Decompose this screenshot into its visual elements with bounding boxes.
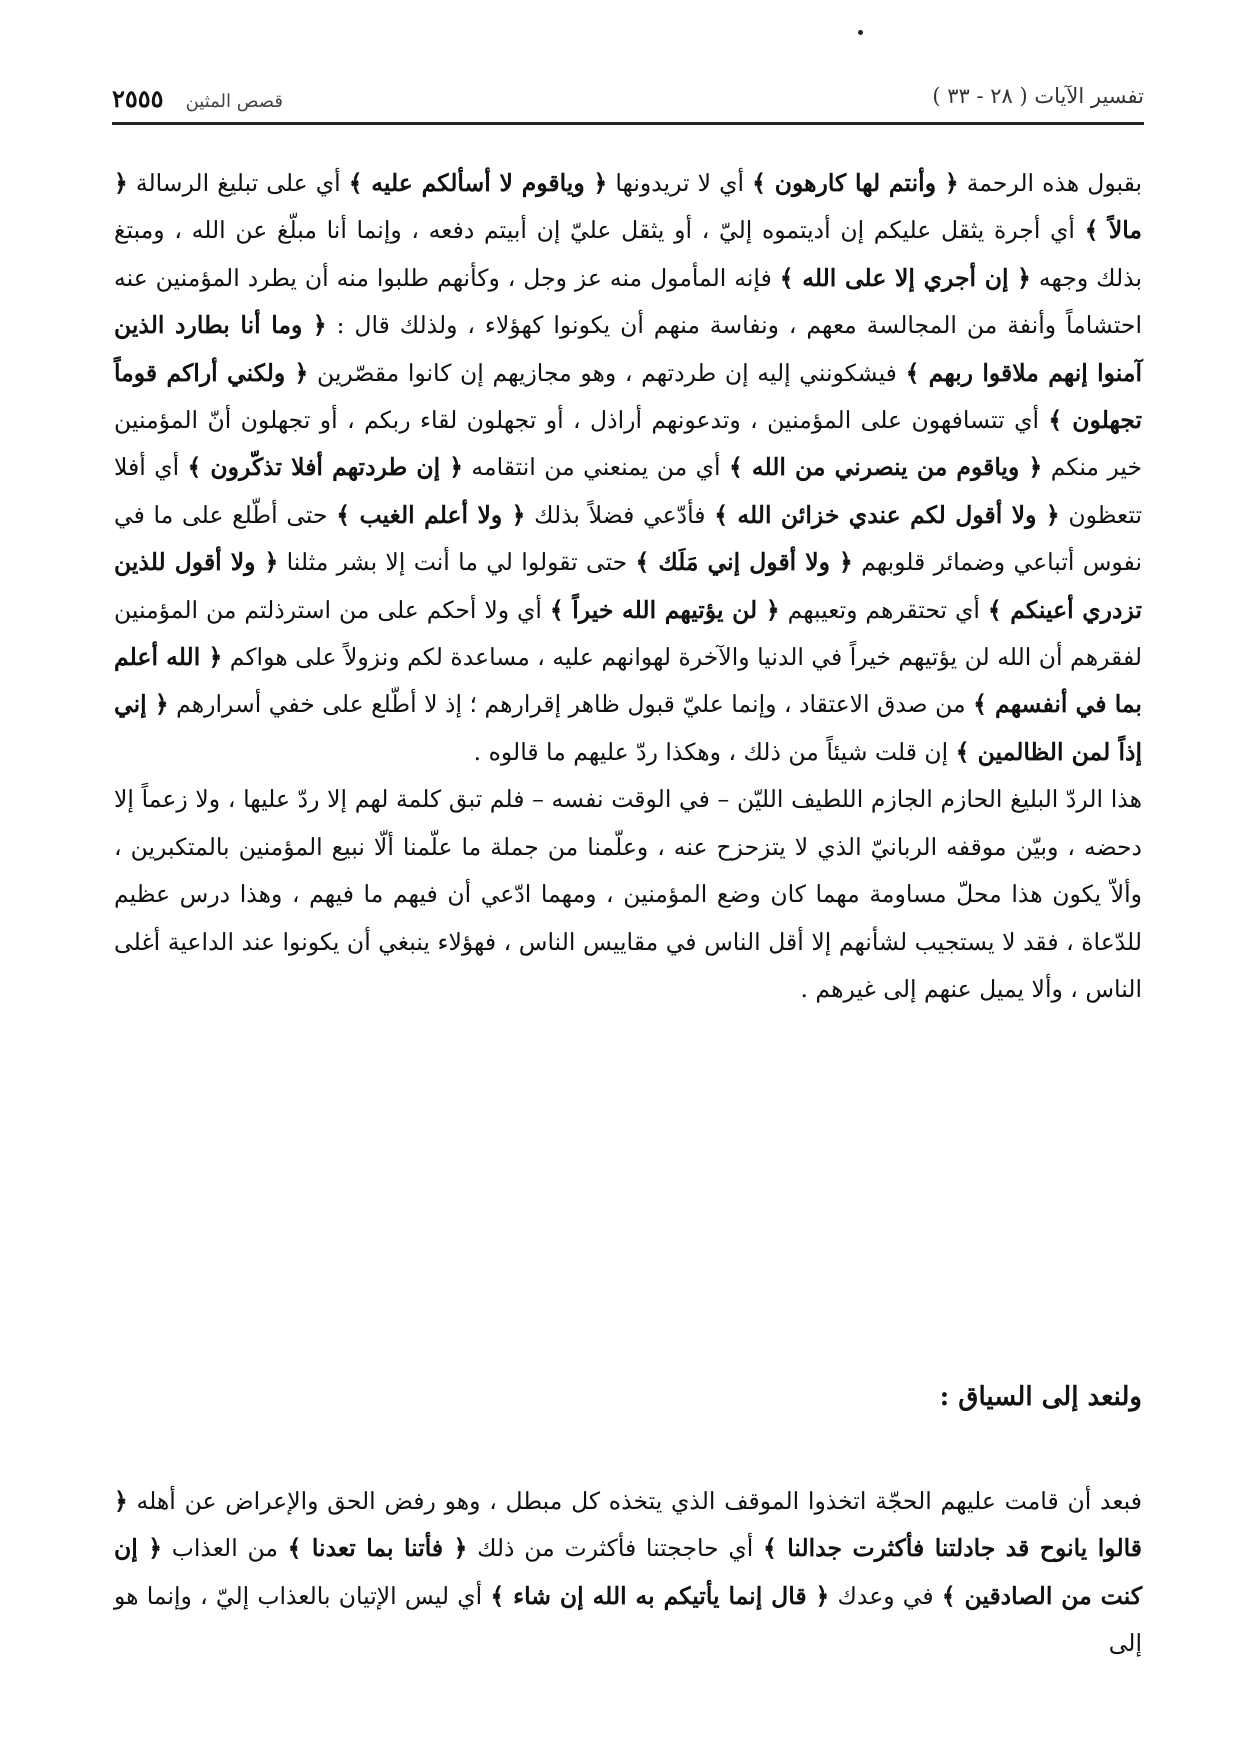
quran-quote: ﴿ وياقوم لا أسألكم عليه ﴾ — [348, 169, 608, 197]
main-text — [114, 160, 1142, 1013]
section-heading: ولنعد إلى السياق : — [939, 1382, 1142, 1412]
quran-quote: ﴿ ولا أقول لكم عندي خزائن الله ﴾ — [714, 500, 1060, 529]
quran-quote: ﴿ إن أجري إلا على الله ﴾ — [779, 263, 1031, 292]
quran-quote: ﴿ ولا أقول إني مَلَك ﴾ — [635, 548, 853, 577]
quran-quote: ﴿ الله أعلم بما في أنفسهم ﴾ — [114, 643, 1142, 719]
running-header — [112, 78, 1144, 118]
quran-quote: ﴿ ولا أقول للذين تزدري أعينكم ﴾ — [114, 548, 1142, 624]
quran-quote: ﴿ مالاً ﴾ — [114, 169, 1142, 245]
quran-quote: ﴿ ولكني أراكم قوماً تجهلون ﴾ — [114, 358, 1143, 435]
quran-quote: ﴿ وياقوم من ينصرني من الله ﴾ — [728, 453, 1043, 482]
quran-quote: ﴿ وما أنا بطارد الذين آمنوا إنهم ملاقوا ربهم ﴾ — [114, 311, 1142, 387]
header-series: قصص المثين — [185, 91, 284, 112]
paragraph-1: بقبول هذه الرحمة ﴿ وأنتم لها كارهون ﴾ أي لا تريدونها ﴿ وياقوم لا أسألكم عليه ﴾ أي على تبليغ الرسالة ﴿ مالاً ﴾ أي أجرة يثقل عليكم إن أديتموه إليّ ، أو يثقل عليّ إن أبيتم دفعه ، وإنما أنا مبلّغ عن الله ، ومبتغ بذلك وجهه ﴿ إن أجري إلا على الله ﴾ فإنه المأمول منه عز وجل ، وكأنهم طلبوا منه أن يطرد المؤمنين عنه احتشاماً وأنفة من المجالسة معهم ، ونفاسة منهم أن يكونوا كهؤلاء ، ولذلك قال : ﴿ وما أنا بطارد الذين آمنوا إنهم ملاقوا ربهم ﴾ فيشكونني إليه إن طردتهم ، وهو مجازيهم إن كانوا مقصّرين ﴿ ولكني أراكم قوماً تجهلون ﴾ أي تتسافهون على المؤمنين ، وتدعونهم أراذل ، أو تجهلون لقاء ربكم ، أو تجهلون أنّ المؤمنين خير منكم ﴿ وياقوم من ينصرني من الله ﴾ أي من يمنعني من انتقامه ﴿ إن طردتهم أفلا تذكّرون ﴾ أي أفلا تتعظون ﴿ ولا أقول لكم عندي خزائن الله ﴾ فأدّعي فضلاً بذلك ﴿ ولا أعلم الغيب ﴾ حتى أطّلع على ما في نفوس أتباعي وضمائر قلوبهم ﴿ ولا أقول إني مَلَك ﴾ حتى تقولوا لي ما أنت إلا بشر مثلنا ﴿ ولا أقول للذين تزدري أعينكم ﴾ أي تحتقرهم وتعيبهم ﴿ لن يؤتيهم الله خيراً ﴾ أي ولا أحكم على من استرذلتم من المؤمنين لفقرهم أن الله لن يؤتيهم خيراً في الدنيا والآخرة لهوانهم عليه ، مساعدة لكم ونزولاً على هواكم ﴿ الله أعلم بما في أنفسهم ﴾ من صدق الاعتقاد ، وإنما عليّ قبول ظاهر إقرارهم ؛ إذ لا أطّلع على خفي أسرارهم ﴿ إني إذاً لمن الظالمين ﴾ إن قلت شيئاً من ذلك ، وهكذا ردّ عليهم ما قالوه . — [114, 169, 1143, 766]
quran-quote: ﴿ إن طردتهم أفلا تذكّرون ﴾ — [187, 453, 464, 482]
paragraph-3: فبعد أن قامت عليهم الحجّة اتخذوا الموقف الذي يتخذه كل مبطل ، وهو رفض الحق والإعراض عن أهله ﴿ قالوا يانوح قد جادلتنا فأكثرت جدالنا ﴾ أي حاججتنا فأكثرت من ذلك ﴿ فأتنا بما تعدنا ﴾ من العذاب ﴿ إن كنت من الصادقين ﴾ في وعدك ﴿ قال إنما يأتيكم به الله إن شاء ﴾ أي ليس الإتيان بالعذاب إليّ ، وإنما هو إلى — [114, 1487, 1143, 1658]
page-number: ٢٥٥٥ — [112, 84, 164, 113]
quran-quote: ﴿ وأنتم لها كارهون ﴾ — [752, 169, 959, 197]
continuation-text — [114, 1478, 1142, 1668]
print-speck — [858, 30, 863, 35]
quran-quote: ﴿ ولا أعلم الغيب ﴾ — [336, 500, 526, 529]
quran-quote: ﴿ إن كنت من الصادقين ﴾ — [114, 1534, 1143, 1610]
quran-quote: ﴿ لن يؤتيهم الله خيراً ﴾ — [549, 595, 780, 624]
quran-quote: ﴿ إني إذاً لمن الظالمين ﴾ — [114, 690, 1142, 766]
paragraph-2: هذا الردّ البليغ الحازم الجازم اللطيف الليّن – في الوقت نفسه – فلم تبق كلمة لهم إلا ردّ عليها ، ولا زعماً إلا دحضه ، وبيّن موقفه الربانيّ الذي لا يتزحزح عنه ، وعلّمنا من جملة ما علّمنا ألّا نبيع المؤمنين بالمتكبرين ، وألاّ يكون هذا محلّ مساومة مهما كان وضع المؤمنين ، ومهما ادّعي أن فيهم ما فيهم ، وهذا درس عظيم للدّعاة ، فقد لا يستجيب لشأنهم إلا أقل الناس في مقاييس الناس ، فهؤلاء ينبغي أن يكونوا عند الداعية أغلى الناس ، وألا يميل عنهم إلى غيرهم . — [114, 785, 1142, 1003]
quran-quote: ﴿ قال إنما يأتيكم به الله إن شاء ﴾ — [490, 1581, 830, 1610]
quran-quote: ﴿ فأتنا بما تعدنا ﴾ — [287, 1534, 468, 1563]
header-divider — [112, 122, 1144, 125]
quran-quote: ﴿ قالوا يانوح قد جادلتنا فأكثرت جدالنا ﴾ — [114, 1487, 1143, 1563]
header-title: تفسير الآيات ( ٢٨ - ٣٣ ) — [932, 84, 1144, 108]
header-left — [112, 84, 283, 113]
